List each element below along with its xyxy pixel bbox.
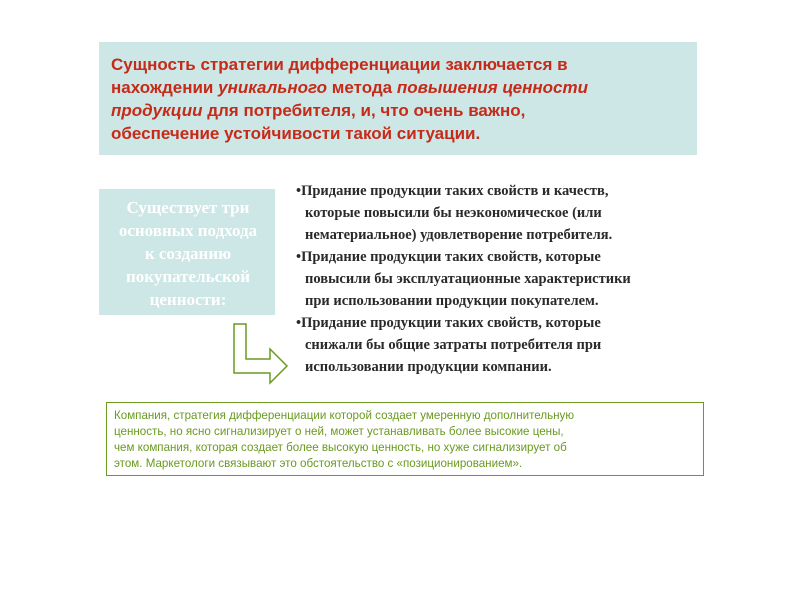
- approaches-line: покупательской: [125, 267, 251, 286]
- list-item-line: которые повысили бы неэкономическое (или: [305, 205, 602, 221]
- positioning-note: [106, 402, 704, 476]
- approach-list: [296, 180, 716, 378]
- definition-line-1: Сущность стратегии дифференциации заключается в: [111, 55, 568, 74]
- note-line: этом. Маркетологи связывают это обстоятельство с «позиционированием».: [114, 457, 523, 470]
- note-line: Компания, стратегия дифференциации которой создает умеренную дополнительную: [114, 409, 575, 422]
- list-item-line: •Придание продукции таких свойств, которые: [296, 315, 601, 331]
- note-line: ценность, но ясно сигнализирует о ней, может устанавливать более высокие цены,: [114, 425, 564, 438]
- list-item: [296, 180, 716, 246]
- approaches-line: ценности:: [149, 290, 227, 309]
- definition-line-4: обеспечение устойчивости такой ситуации.: [111, 124, 481, 143]
- approaches-line: основных подхода: [118, 221, 258, 240]
- list-item-line: нематериальное) удовлетворение потребителя.: [305, 227, 613, 243]
- list-item-line: снижали бы общие затраты потребителя при: [305, 337, 602, 353]
- list-item: [296, 312, 716, 378]
- list-item-line: при использовании продукции покупателем.: [305, 293, 599, 309]
- definition-box: [99, 42, 697, 155]
- note-line: чем компания, которая создает более высокую ценность, но хуже сигнализирует об: [114, 441, 567, 454]
- list-item: [296, 246, 716, 312]
- bent-arrow-right-icon: [226, 322, 290, 386]
- definition-line-2: нахождении уникального метода повышения ценности: [111, 78, 589, 97]
- list-item-line: •Придание продукции таких свойств, которые: [296, 249, 601, 265]
- list-item-line: повысили бы эксплуатационные характеристики: [305, 271, 631, 287]
- list-item-line: использовании продукции компании.: [305, 359, 552, 375]
- definition-line-3: продукции для потребителя, и, что очень важно,: [111, 101, 526, 120]
- approaches-line: Существует три: [126, 198, 250, 217]
- list-item-line: •Придание продукции таких свойств и качеств,: [296, 183, 609, 199]
- approaches-line: к созданию: [144, 244, 232, 263]
- approaches-box: [99, 189, 275, 315]
